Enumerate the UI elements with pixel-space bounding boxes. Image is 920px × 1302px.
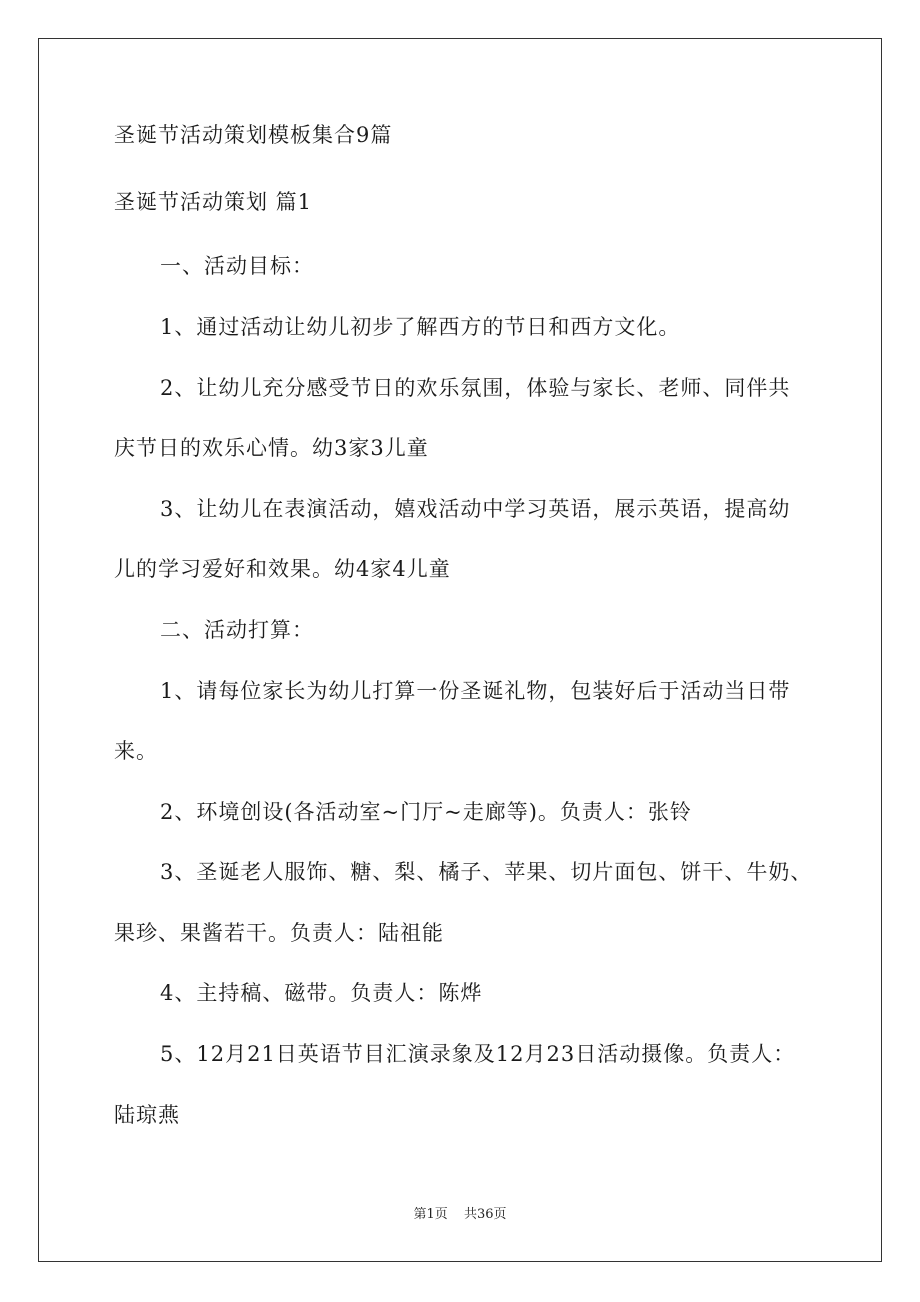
paragraph-line: 5、12月21日英语节目汇演录象及12月23日活动摄像。负责人： — [160, 1042, 796, 1066]
paragraph-line: 3、圣诞老人服饰、糖、梨、橘子、苹果、切片面包、饼干、牛奶、 — [160, 860, 813, 884]
paragraph-line: 陆琼燕 — [114, 1103, 180, 1127]
paragraph-line: 1、请每位家长为幼儿打算一份圣诞礼物，包装好后于活动当日带 — [160, 679, 791, 703]
page-number: 第1页 — [413, 1207, 448, 1222]
paragraph-line: 2、让幼儿充分感受节日的欢乐氛围，体验与家长、老师、同伴共 — [160, 376, 791, 400]
paragraph-line: 4、主持稿、磁带。负责人：陈烨 — [160, 981, 483, 1005]
page-footer — [0, 1206, 920, 1224]
document-title: 圣诞节活动策划模板集合9篇 — [114, 123, 393, 147]
section-heading: 圣诞节活动策划 篇1 — [114, 190, 313, 214]
paragraph-line: 果珍、果酱若干。负责人：陆祖能 — [114, 921, 444, 945]
paragraph-line: 儿的学习爱好和效果。幼4家4儿童 — [114, 557, 451, 581]
paragraph-line: 2、环境创设(各活动室~门厅~走廊等)。负责人：张铃 — [160, 800, 692, 824]
paragraph-line: 庆节日的欢乐心情。幼3家3儿童 — [114, 436, 429, 460]
page-border — [38, 38, 882, 1262]
paragraph-line: 二、活动打算： — [160, 618, 314, 642]
paragraph-line: 3、让幼儿在表演活动，嬉戏活动中学习英语，展示英语，提高幼 — [160, 497, 791, 521]
paragraph-line: 来。 — [114, 739, 158, 763]
page-total: 共36页 — [463, 1207, 507, 1222]
paragraph-line: 1、通过活动让幼儿初步了解西方的节日和西方文化。 — [160, 315, 681, 339]
paragraph-line: 一、活动目标： — [160, 254, 314, 278]
